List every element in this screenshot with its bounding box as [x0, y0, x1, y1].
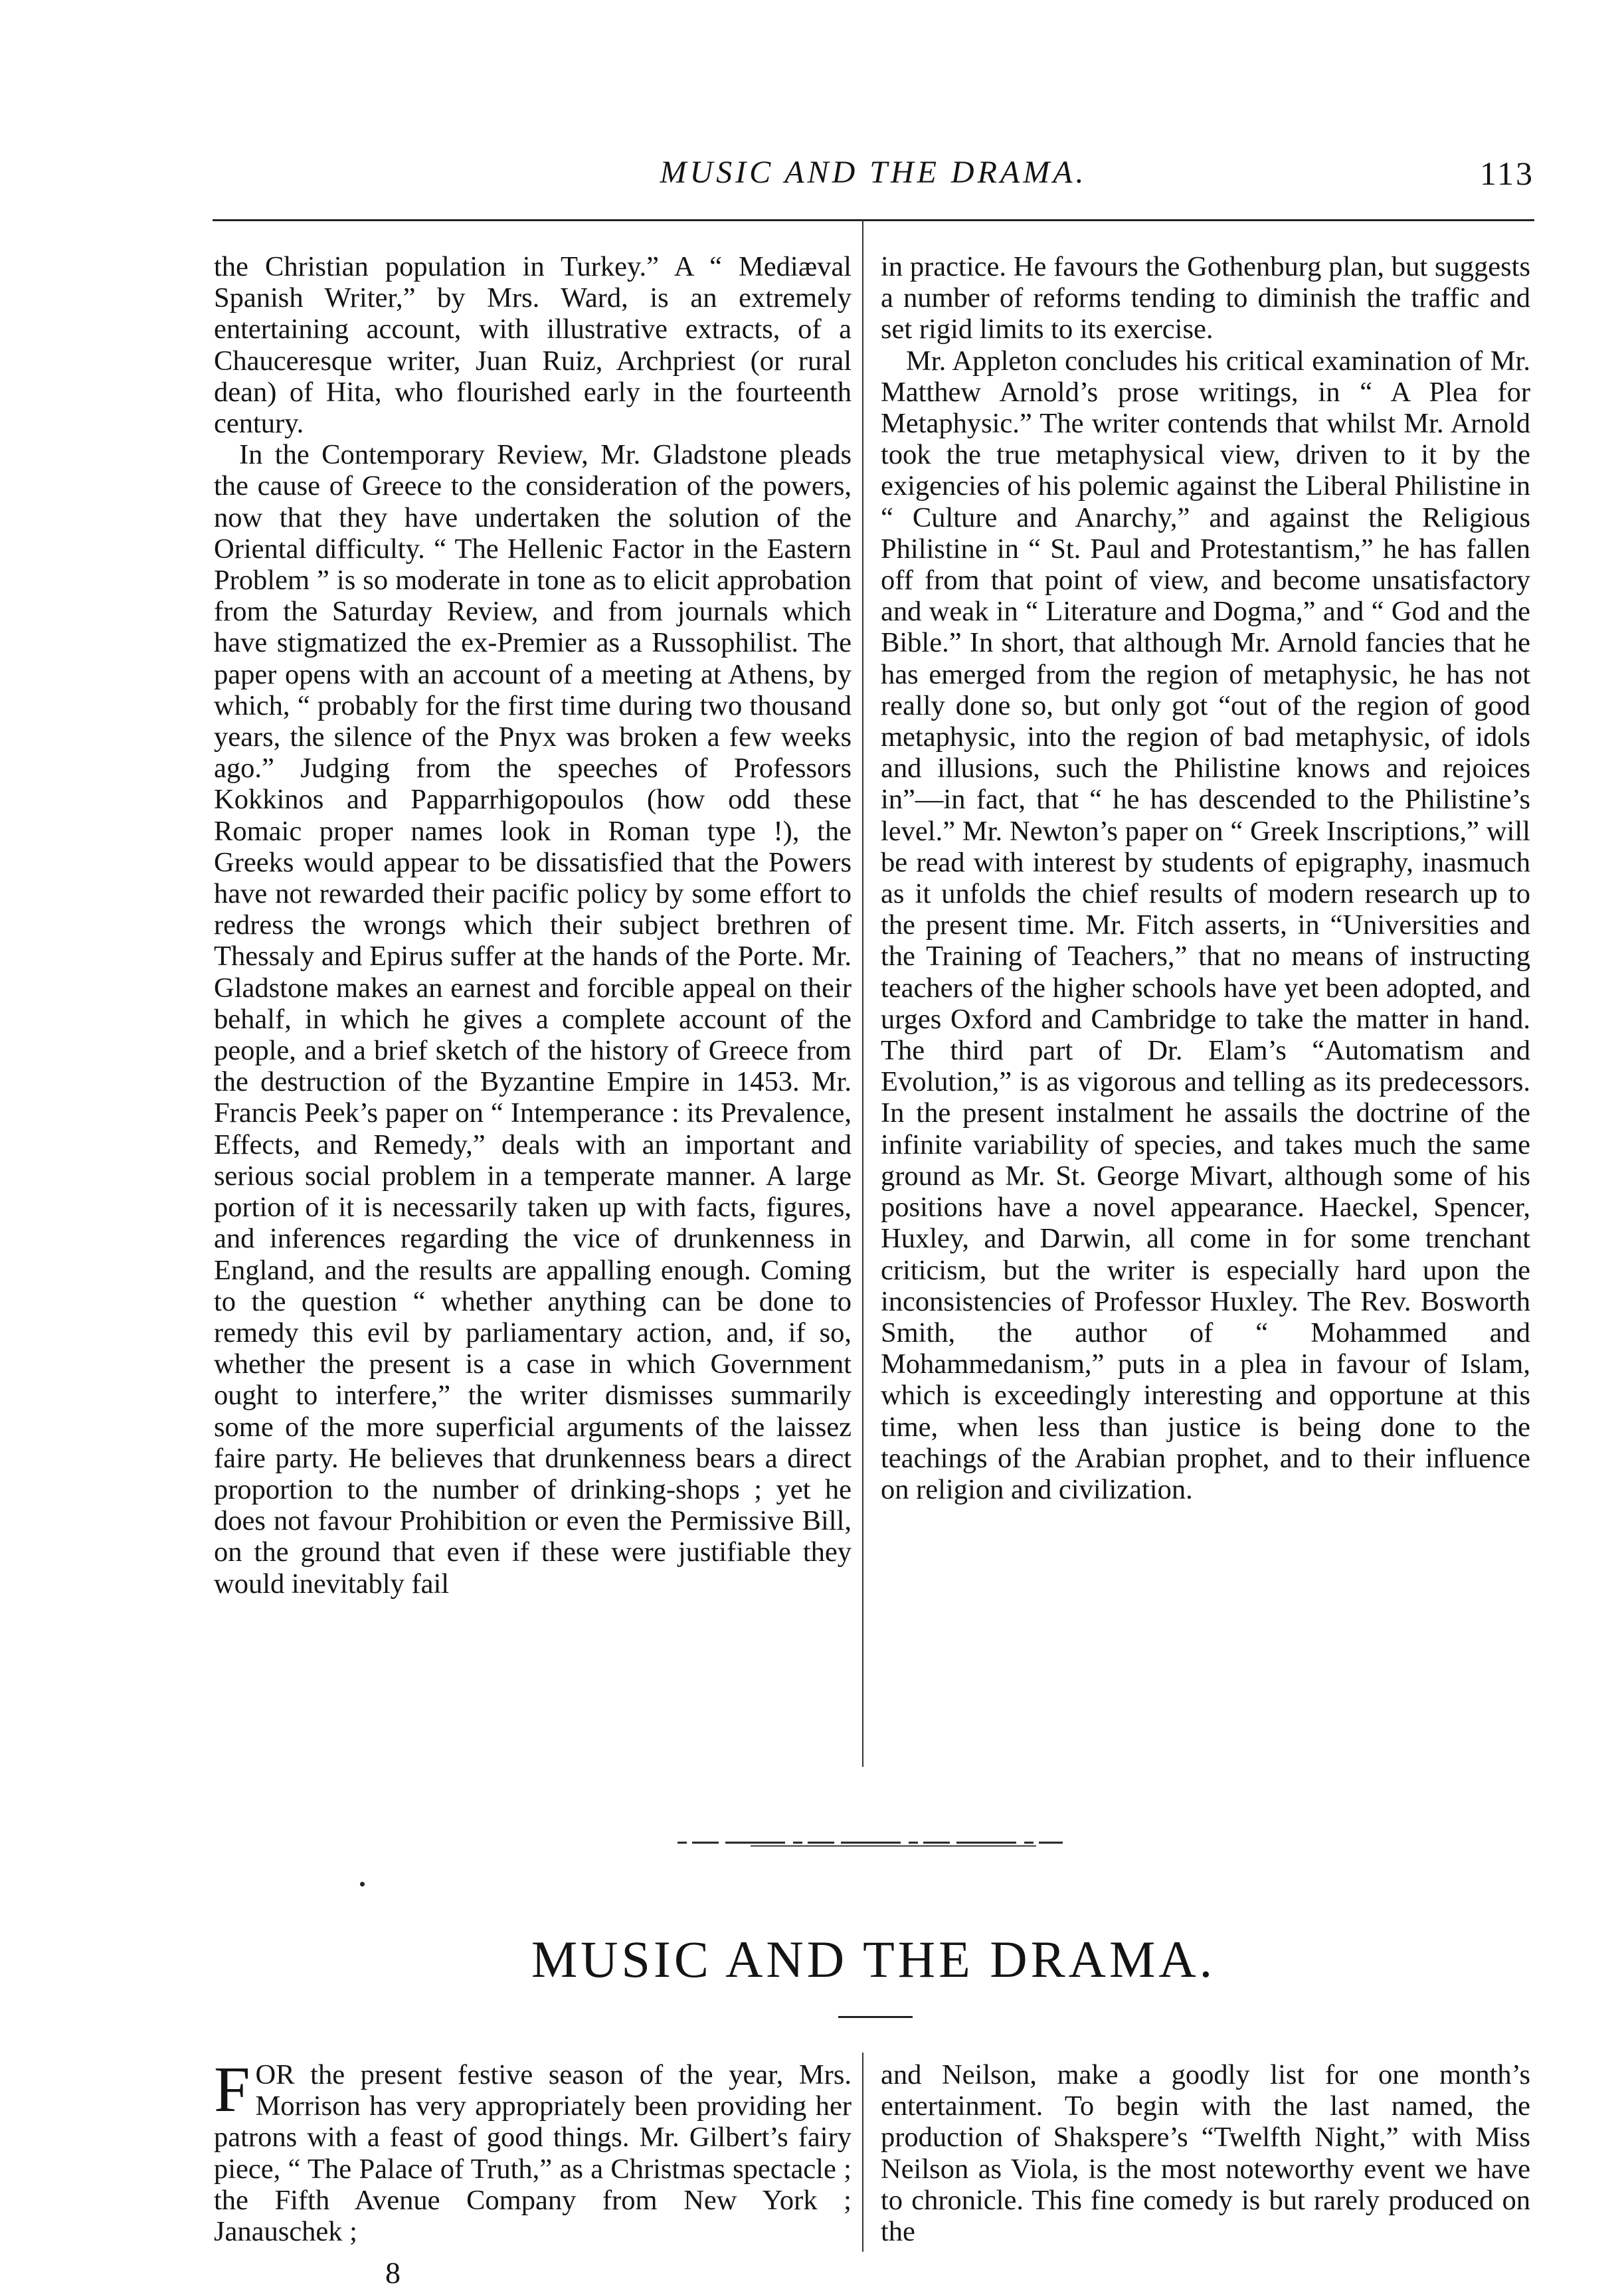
- drop-cap: F: [214, 2054, 250, 2126]
- paragraph: and Neilson, make a goodly list for one month’s entertainment. To begin with the last named, the production of Shakspere’s “Twelfth Night,” with Miss Neilson as Viola, is the most noteworthy event we have to chronicle. This fine comedy is but rarely produced on the: [881, 2059, 1530, 2248]
- paragraph: OR the present festive season of the year, Mrs. Morrison has very appropriately been providing her patrons with a feast of good things. Mr. Gilbert’s fairy piece, “ The Palace of Truth,” as a Christmas spectacle ; the Fifth Avenue Company from New York ; Janauschek ;: [214, 2059, 852, 2248]
- stray-dot: [360, 1882, 365, 1886]
- column-divider: [862, 2053, 863, 2252]
- paragraph: Mr. Appleton concludes his critical examination of Mr. Matthew Arnold’s prose writings, in “ A Plea for Metaphysic.” The writer contends that whilst Mr. Arnold took the true metaphysical view, driven to it by the exigencies of his polemic against the Liberal Philistine in “ Culture and Anarchy,” and against the Religious Philistine in “ St. Paul and Protestantism,” he has fallen off from that point of view, and become unsatisfactory and weak in “ Literature and Dogma,” and “ God and the Bible.” In short, that although Mr. Arnold fancies that he has emerged from the region of metaphysic, he has not really done so, but only got “out of the region of good metaphysic, into the region of bad metaphysic, of idols and illusions, such the Philistine knows and rejoices in”—in fact, that “ he has descended to the Philistine’s level.” Mr. Newton’s paper on “ Greek Inscriptions,” will be read with interest by students of epigraphy, inasmuch as it unfolds the chief results of modern research up to the present time. Mr. Fitch asserts, in “Universities and the Training of Teachers,” that no means of instructing teachers of the higher schools have yet been adopted, and urges Oxford and Cambridge to take the matter in hand. The third part of Dr. Elam’s “Automatism and Evolution,” is as vigorous and telling as its predecessors. In the present instalment he assails the doctrine of the infinite variability of species, and takes much the same ground as Mr. St. George Mivart, although some of his positions have a novel appearance. Haeckel, Spencer, Huxley, and Darwin, all come in for some trenchant criticism, but the writer is especially hard upon the inconsistencies of Professor Huxley. The Rev. Bosworth Smith, the author of “ Mohammed and Mohammedanism,” puts in a plea in favour of Islam, which is exceedingly interesting and opportune at this time, when less than justice is being done to the teachings of the Arabian prophet, and to their influence on religion and civilization.: [881, 345, 1530, 1505]
- column-divider: [862, 219, 863, 1767]
- page-number: 113: [1479, 155, 1534, 192]
- running-title: MUSIC AND THE DRAMA.: [660, 155, 1087, 190]
- section-ornament: [664, 1839, 1089, 1848]
- running-head: [213, 154, 1534, 201]
- paragraph: In the Contemporary Review, Mr. Gladstone pleads the cause of Greece to the consideration of the powers, now that they have undertaken the solution of the Oriental difficulty. “ The Hellenic Factor in the Eastern Problem ” is so moderate in tone as to elicit approbation from the Saturday Review, and from journals which have stigmatized the ex-Premier as a Russophilist. The paper opens with an account of a meeting at Athens, by which, “ probably for the first time during two thousand years, the silence of the Pnyx was broken a few weeks ago.” Judging from the speeches of Professors Kokkinos and Papparrhigopoulos (how odd these Romaic proper names look in Roman type !), the Greeks would appear to be dissatisfied that the Powers have not rewarded their pacific policy by some effort to redress the wrongs which their subject brethren of Thessaly and Epirus suffer at the hands of the Porte. Mr. Gladstone makes an earnest and forcible appeal on their behalf, in which he gives a complete account of the people, and a brief sketch of the history of Greece from the destruction of the Byzantine Empire in 1453. Mr. Francis Peek’s paper on “ Intemperance : its Prevalence, Effects, and Remedy,” deals with an important and serious social problem in a temperate manner. A large portion of it is necessarily taken up with facts, figures, and inferences regarding the vice of drunkenness in England, and the results are appalling enough. Coming to the question “ whether anything can be done to remedy this evil by parliamentary action, and, if so, whether the present is a case in which Government ought to interfere,” the writer dismisses summarily some of the more superficial arguments of the laissez faire party. He believes that drunkenness bears a direct proportion to the number of drinking-shops ; yet he does not favour Prohibition or even the Permissive Bill, on the ground that even if these were justifiable they would inevitably fail: [214, 439, 852, 1600]
- right-column-top: [881, 251, 1530, 1505]
- section-title: MUSIC AND THE DRAMA.: [531, 1930, 1216, 1988]
- paragraph: in practice. He favours the Gothenburg plan, but suggests a number of reforms tending to diminish the traffic and set rigid limits to its exercise.: [881, 251, 1530, 345]
- left-column-bottom: [214, 2054, 852, 2248]
- left-column-top: [214, 251, 852, 1600]
- header-rule: [213, 219, 1534, 221]
- right-column-bottom: [881, 2059, 1530, 2247]
- signature-mark: 8: [385, 2256, 401, 2290]
- paragraph: the Christian population in Turkey.” A “ Mediæval Spanish Writer,” by Mrs. Ward, is an extremely entertaining account, with illustrative extracts, of a Chauceresque writer, Juan Ruiz, Archpriest (or rural dean) of Hita, who flourished early in the fourteenth century.: [214, 251, 852, 440]
- title-rule: [838, 2016, 913, 2018]
